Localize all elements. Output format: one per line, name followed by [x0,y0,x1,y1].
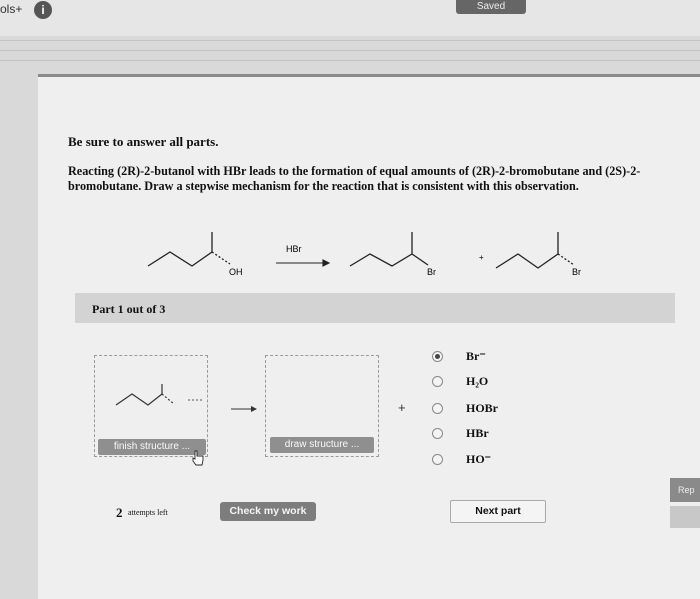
report-tab[interactable]: Rep [670,478,700,502]
top-bar [0,0,700,36]
product2-br-label: Br [572,267,581,277]
products-plus: + [479,253,484,262]
product1-structure [350,232,428,266]
radio-button[interactable] [432,351,443,362]
butanol-sketch [110,380,210,415]
saved-status-badge: Saved [456,0,526,14]
workspace-plus: + [398,400,406,415]
radio-button[interactable] [432,454,443,465]
radio-button[interactable] [432,403,443,414]
product1-br-label: Br [427,267,436,277]
attempts-count: 2 [116,505,123,520]
option-label: HOBr [466,401,498,415]
option-label: HBr [466,426,489,440]
radio-button[interactable] [432,376,443,387]
finish-structure-button[interactable]: finish structure ... [98,439,206,455]
reactant-oh-label: OH [229,267,243,277]
reagent-label: HBr [286,244,302,254]
option-label: Br⁻ [466,349,486,363]
option-label: H₂O [466,374,489,388]
report-tab-strip [670,506,700,528]
part-label: Part 1 out of 3 [92,302,166,316]
reaction-scheme [140,228,590,283]
info-icon[interactable]: i [34,1,52,19]
next-part-button[interactable]: Next part [450,500,546,523]
draw-structure-button[interactable]: draw structure ... [270,437,374,453]
option-label: HO⁻ [466,452,492,466]
attempts-label: attempts left [128,508,168,517]
reactant-structure [148,232,230,266]
tools-label[interactable]: ols+ [0,2,23,16]
radio-button[interactable] [432,428,443,439]
hand-cursor-icon [191,449,205,467]
mechanism-arrow [229,404,259,414]
background-stripe [0,50,700,51]
question-text: Reacting (2R)-2-butanol with HBr leads to the formation of equal amounts of (2R)-2-bromobutane and (2S)-2-bromobutane. Draw a stepwise mechanism for the reaction that is consistent with this observation. [68,164,641,193]
check-my-work-button[interactable]: Check my work [220,502,316,521]
background-stripe [0,60,700,61]
product2-structure [496,232,574,268]
reaction-arrow [276,260,329,266]
background-stripe [0,40,700,41]
question-panel [38,77,700,599]
instruction-text: Be sure to answer all parts. [68,134,219,149]
